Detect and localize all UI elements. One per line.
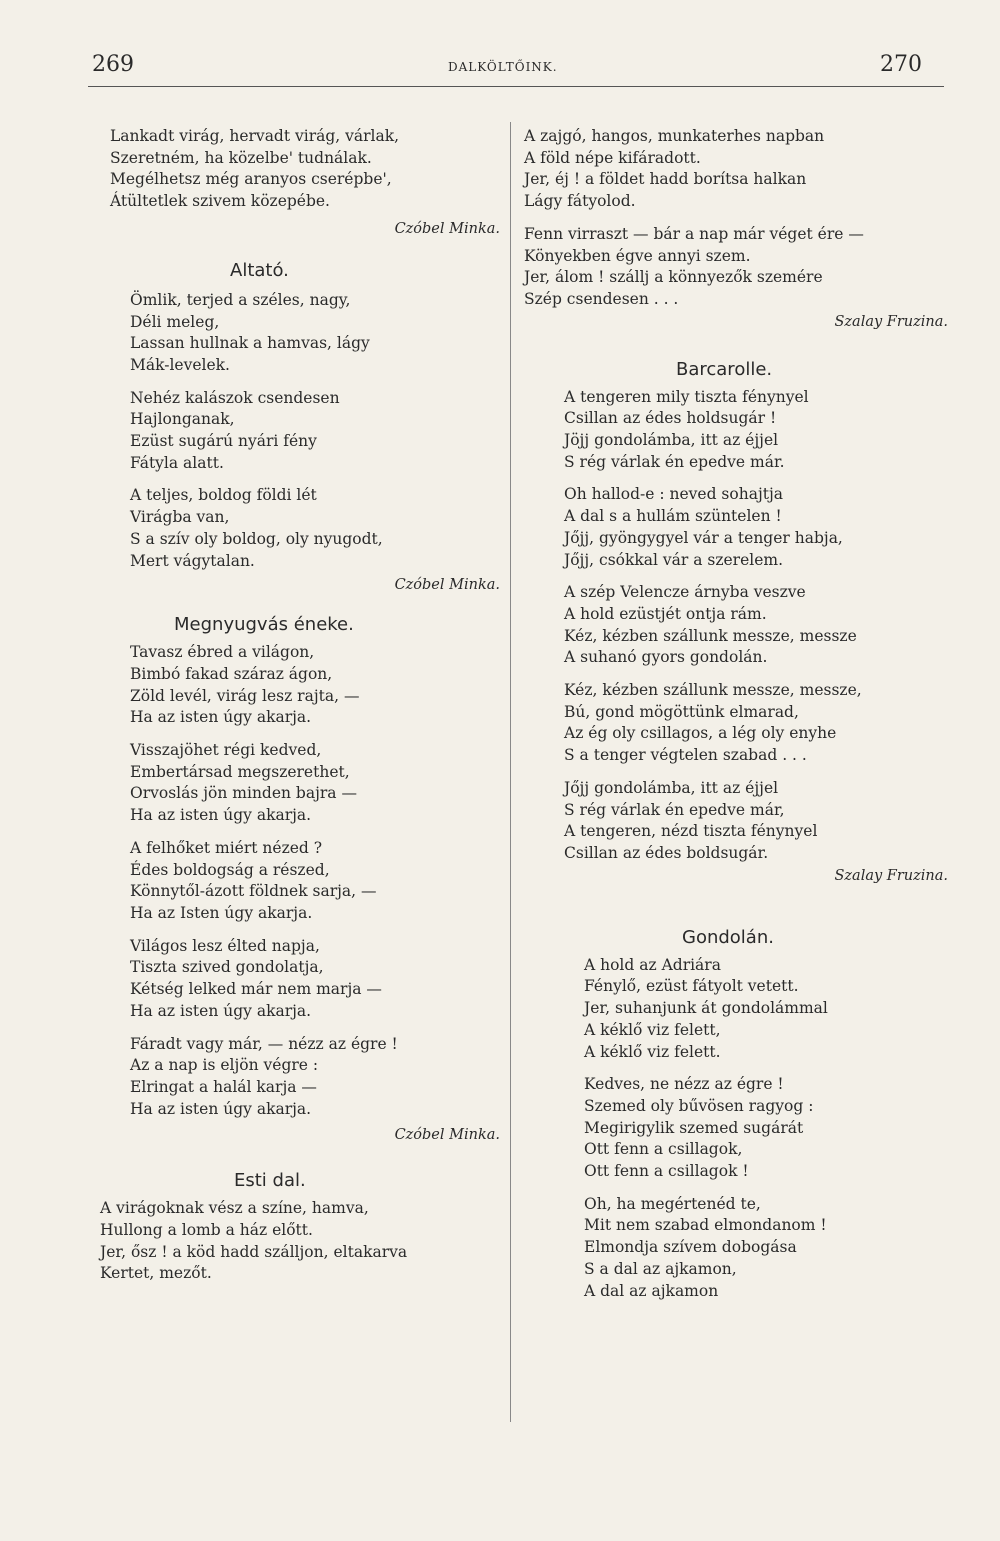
poem-line: Lágy fátyolod. <box>524 192 636 211</box>
poem-line: Hullong a lomb a ház előtt. <box>100 1221 313 1240</box>
poem-line: Megélhetsz még aranyos cserépbe', <box>110 170 392 189</box>
poem-esti-dal <box>100 1168 500 1285</box>
poem-line: Bú, gond mögöttünk elmarad, <box>564 702 799 721</box>
poem-line: Jer, ősz ! a köd hadd szálljon, eltakarva <box>100 1242 408 1261</box>
poem-author: Szalay Fruzina. <box>834 313 948 330</box>
poem-line: Déli meleg, <box>130 312 220 331</box>
poem-lankadt-virag <box>100 126 500 240</box>
left-page-number: 269 <box>92 52 134 77</box>
poem-author: Szalay Fruzina. <box>834 867 948 884</box>
poem-line: Világos lesz élted napja, <box>130 936 320 955</box>
poem-line: Kétség lelked már nem marja — <box>130 980 382 999</box>
poem-line: Nehéz kalászok csendesen <box>130 388 340 407</box>
poem-line: Ha az isten úgy akarja. <box>130 1001 312 1020</box>
poem-line: Szeretném, ha közelbe' tudnálak. <box>110 148 372 167</box>
poem-line: A virágoknak vész a színe, hamva, <box>100 1199 369 1218</box>
poem-author: Czóbel Minka. <box>394 1127 500 1144</box>
poem-line: A teljes, boldog földi lét <box>130 486 317 505</box>
poem-title: Gondolán. <box>682 926 774 948</box>
poem-line: Ha az isten úgy akarja. <box>130 806 312 825</box>
poem-line: Csillan az édes holdsugár ! <box>564 409 777 428</box>
poem-line: A tengeren, nézd tiszta fénynyel <box>564 822 818 841</box>
poem-line: Jer, suhanjunk át gondolámmal <box>584 999 828 1018</box>
poem-line: A kéklő viz felett. <box>584 1042 721 1061</box>
poem-line: Jöjj gondolámba, itt az éjjel <box>564 431 779 450</box>
poem-line: A tengeren mily tiszta fénynyel <box>564 387 809 406</box>
poem-author: Czóbel Minka. <box>394 577 500 594</box>
poem-line: Ha az isten úgy akarja. <box>130 708 312 727</box>
poem-line: Fátyla alatt. <box>130 453 224 472</box>
poem-author: Czóbel Minka. <box>394 220 500 237</box>
poem-line: Az a nap is eljön végre : <box>130 1056 319 1075</box>
poem-line: Elringat a halál karja — <box>130 1077 317 1096</box>
poem-line: Ott fenn a csillagok, <box>584 1140 743 1159</box>
running-title: DALKÖLTŐINK. <box>448 60 558 74</box>
poem-line: Tiszta szived gondolatja, <box>130 958 324 977</box>
poem-line: Ott fenn a csillagok ! <box>584 1162 749 1181</box>
poem-line: A suhanó gyors gondolán. <box>564 648 768 667</box>
poem-line: Ezüst sugárú nyári fény <box>130 432 317 451</box>
poem-line: Átültetlek szivem közepébe. <box>110 192 330 211</box>
poem-line: Fénylő, ezüst fátyolt vetett. <box>584 977 799 996</box>
right-column <box>522 126 948 1302</box>
poem-line: Bimbó fakad száraz ágon, <box>130 664 333 683</box>
poem-line: Kéz, kézben szállunk messze, messze, <box>564 681 862 700</box>
poem-line: Embertársad megszerethet, <box>130 762 350 781</box>
poem-line: A szép Velencze árnyba veszve <box>564 583 806 602</box>
poem-line: Mit nem szabad elmondanom ! <box>584 1216 827 1235</box>
poem-line: Az ég oly csillagos, a lég oly enyhe <box>564 724 837 743</box>
poem-line: A felhőket miért nézed ? <box>130 838 323 857</box>
poem-line: Orvoslás jön minden bajra — <box>130 784 357 803</box>
poem-line: Jőjj, csókkal vár a szerelem. <box>564 550 784 569</box>
poem-line: S rég várlak én epedve már. <box>564 452 785 471</box>
poem-line: Lassan hullnak a hamvas, lágy <box>130 334 370 353</box>
poem-line: A kéklő viz felett, <box>584 1020 721 1039</box>
poem-gondolan <box>522 925 948 1303</box>
poem-line: Jőjj gondolámba, itt az éjjel <box>564 778 779 797</box>
poem-line: Oh hallod-e : neved sohajtja <box>564 485 784 504</box>
poem-line: Oh, ha megértenéd te, <box>584 1194 761 1213</box>
poem-line: A dal s a hullám szüntelen ! <box>564 507 782 526</box>
poem-altato <box>100 258 500 572</box>
poem-line: Kertet, mezőt. <box>100 1264 212 1283</box>
poem-line: A föld népe kifáradott. <box>524 148 701 167</box>
poem-line: S rég várlak én epedve már, <box>564 800 785 819</box>
poem-line: Mák-levelek. <box>130 355 230 374</box>
poem-line: Ömlik, terjed a széles, nagy, <box>130 290 351 309</box>
poem-title: Barcarolle. <box>676 358 773 380</box>
poem-line: S a szív oly boldog, oly nyugodt, <box>130 529 383 548</box>
poem-line: Virágba van, <box>130 508 230 527</box>
poem-line: Zöld levél, virág lesz rajta, — <box>130 686 360 705</box>
poem-line: A hold ezüstjét ontja rám. <box>564 604 767 623</box>
poem-line: Szemed oly bűvösen ragyog : <box>584 1096 814 1115</box>
column-divider <box>510 122 511 1422</box>
poem-line: Elmondja szívem dobogása <box>584 1238 797 1257</box>
poem-line: Megirigylik szemed sugárát <box>584 1118 804 1137</box>
header-rule <box>88 86 944 87</box>
poem-barcarolle <box>522 357 948 865</box>
poem-megnyugvas-eneke <box>100 612 500 1120</box>
poem-line: Kéz, kézben szállunk messze, messze <box>564 626 857 645</box>
poem-line: Tavasz ébred a világon, <box>130 643 315 662</box>
poem-line: Kedves, ne nézz az égre ! <box>584 1075 784 1094</box>
poem-title: Megnyugvás éneke. <box>174 614 354 636</box>
poem-line: Könnytől-ázott földnek sarja, — <box>130 882 377 901</box>
left-column <box>100 126 500 1285</box>
poem-line: S a tenger végtelen szabad . . . <box>564 746 807 765</box>
poem-line: Édes boldogság a részed, <box>130 860 330 879</box>
poem-line: Könyekben égve annyi szem. <box>524 246 751 265</box>
poem-line: A dal az ajkamon <box>584 1281 719 1300</box>
poem-title: Altató. <box>230 259 289 281</box>
poem-line: Jer, álom ! szállj a könnyezők szemére <box>524 268 823 287</box>
poem-a-zajgo <box>522 126 948 333</box>
poem-line: S a dal az ajkamon, <box>584 1259 737 1278</box>
poem-line: Ha az isten úgy akarja. <box>130 1099 312 1118</box>
poem-line: A hold az Adriára <box>584 955 721 974</box>
poem-line: Jőjj, gyöngygyel vár a tenger habja, <box>564 528 843 547</box>
poem-line: Szép csendesen . . . <box>524 289 679 308</box>
right-page-number: 270 <box>880 52 922 77</box>
poem-line: Fáradt vagy már, — nézz az égre ! <box>130 1034 398 1053</box>
poem-line: Lankadt virág, hervadt virág, várlak, <box>110 127 400 145</box>
poem-line: Jer, éj ! a földet hadd borítsa halkan <box>524 170 807 189</box>
poem-line: Visszajöhet régi kedved, <box>130 741 322 760</box>
poem-line: Csillan az édes boldsugár. <box>564 843 769 862</box>
poem-line: Hajlonganak, <box>130 410 235 429</box>
poem-line: Ha az Isten úgy akarja. <box>130 903 313 922</box>
poem-line: Fenn virraszt — bár a nap már véget ére — <box>524 224 864 243</box>
poem-line: Mert vágytalan. <box>130 551 255 570</box>
poem-title: Esti dal. <box>234 1170 306 1192</box>
poem-line: A zajgó, hangos, munkaterhes napban <box>524 127 825 145</box>
page-header <box>0 52 1000 82</box>
